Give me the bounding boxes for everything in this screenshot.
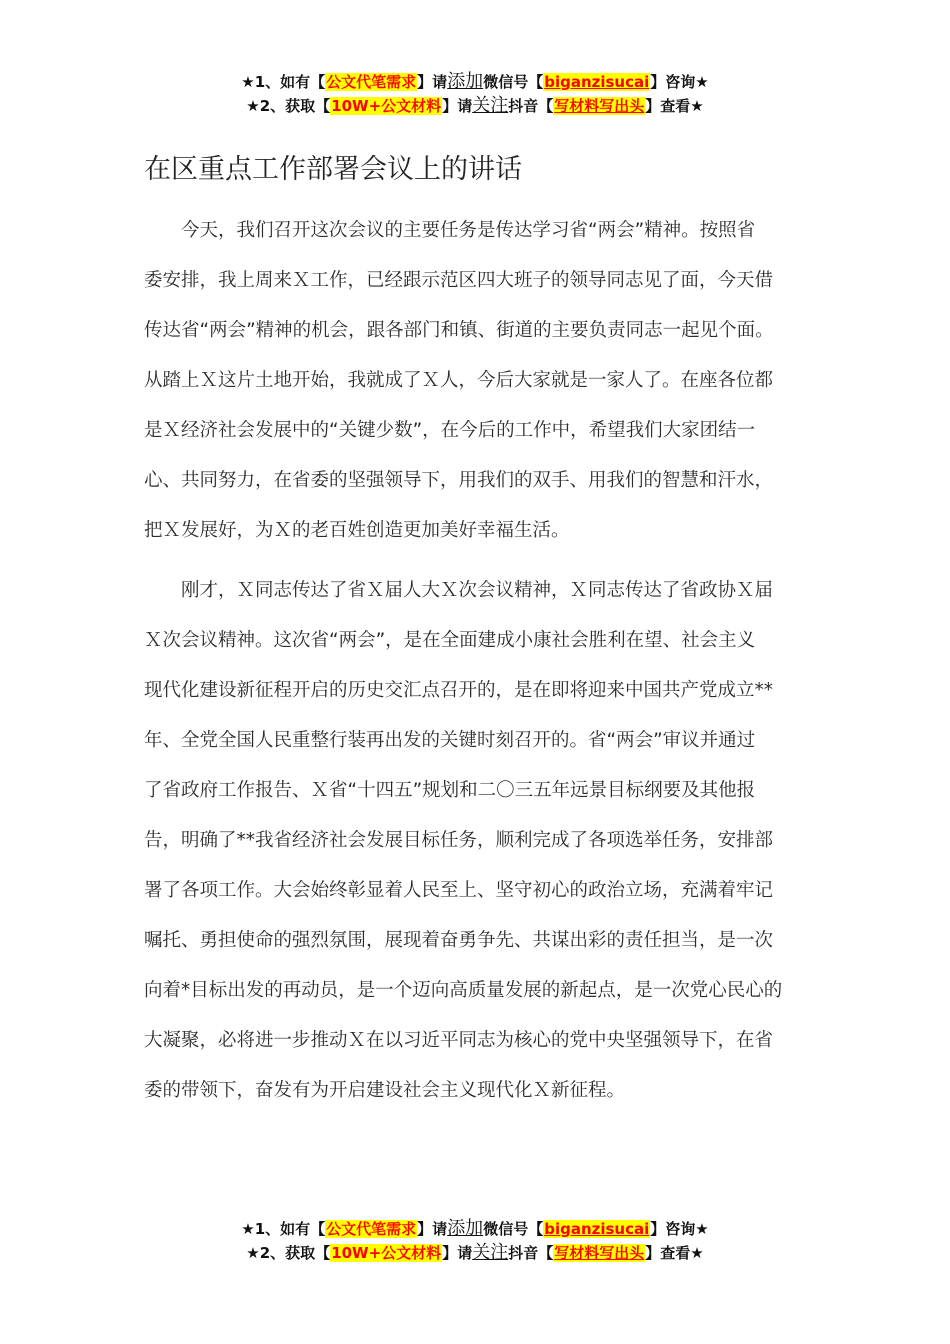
text-line: 年、全党全国人民重整行装再出发的关键时刻召开的。省“两会”审议并通过 — [144, 730, 756, 751]
banner-text: 】请 — [442, 1244, 473, 1262]
text-line: 委安排，我上周来Ｘ工作，已经跟示范区四大班子的领导同志见了面，今天借 — [144, 270, 774, 291]
text-line: 了省政府工作报告、Ｘ省“十四五”规划和二〇三五年远景目标纲要及其他报 — [144, 780, 756, 801]
banner-line-1 — [0, 70, 950, 94]
banner-text: ★1、如有【 — [241, 1220, 326, 1238]
text-line: 告，明确了**我省经济社会发展目标任务，顺利完成了各项选举任务，安排部 — [144, 830, 774, 851]
banner-emphasis: 添加 — [447, 71, 484, 92]
banner-text: ★1、如有【 — [241, 73, 326, 91]
banner-text: 】查看★ — [645, 1244, 704, 1262]
banner-highlight: 公文代笔需求 — [326, 73, 417, 91]
text-line: 嘱托、勇担使命的强烈氛围，展现着奋勇争先、共谋出彩的责任担当，是一次 — [144, 930, 774, 951]
banner-highlight: 公文代笔需求 — [326, 1220, 417, 1238]
banner-line-1 — [0, 1217, 950, 1241]
banner-emphasis: 关注 — [472, 95, 509, 116]
banner-line-2 — [0, 1241, 950, 1265]
banner-douyin-id[interactable]: 写材料写出头 — [554, 1244, 645, 1262]
banner-text: 】咨询★ — [650, 1220, 709, 1238]
text-line: 现代化建设新征程开启的历史交汇点召开的，是在即将迎来中国共产党成立** — [144, 680, 774, 701]
banner-wechat-id[interactable]: biganzisucai — [544, 73, 650, 91]
banner-text: 微信号【 — [483, 73, 544, 91]
text-line: Ｘ次会议精神。这次省“两会”，是在全面建成小康社会胜利在望、社会主义 — [144, 630, 756, 651]
banner-text: 】请 — [417, 73, 448, 91]
banner-text: ★2、获取【 — [246, 97, 331, 115]
text-line: 刚才，Ｘ同志传达了省Ｘ届人大Ｘ次会议精神，Ｘ同志传达了省政协Ｘ届 — [144, 580, 774, 601]
banner-emphasis: 关注 — [472, 1242, 509, 1263]
banner-highlight: 10W+公文材料 — [331, 1244, 442, 1262]
paragraph-1 — [144, 206, 824, 556]
paragraph-2 — [144, 566, 824, 1116]
banner-text: 】查看★ — [645, 97, 704, 115]
top-banner — [0, 70, 950, 118]
text-line: 委的带领下，奋发有为开启建设社会主义现代化Ｘ新征程。 — [144, 1080, 626, 1101]
banner-text: 抖音【 — [508, 1244, 554, 1262]
text-line: 把Ｘ发展好，为Ｘ的老百姓创造更加美好幸福生活。 — [144, 520, 570, 541]
banner-text: ★2、获取【 — [246, 1244, 331, 1262]
text-line: 大凝聚，必将进一步推动Ｘ在以习近平同志为核心的党中央坚强领导下，在省 — [144, 1030, 774, 1051]
text-line: 今天，我们召开这次会议的主要任务是传达学习省“两会”精神。按照省 — [144, 220, 756, 241]
banner-wechat-id[interactable]: biganzisucai — [544, 1220, 650, 1238]
text-line: 署了各项工作。大会始终彰显着人民至上、坚守初心的政治立场，充满着牢记 — [144, 880, 774, 901]
banner-text: 抖音【 — [508, 97, 554, 115]
text-line: 从踏上Ｘ这片土地开始，我就成了Ｘ人，今后大家就是一家人了。在座各位都 — [144, 370, 774, 391]
text-line: 是Ｘ经济社会发展中的“关键少数”，在今后的工作中，希望我们大家团结一 — [144, 420, 756, 441]
banner-text: 】咨询★ — [650, 73, 709, 91]
banner-emphasis: 添加 — [447, 1218, 484, 1239]
banner-highlight: 10W+公文材料 — [331, 97, 442, 115]
banner-line-2 — [0, 94, 950, 118]
text-line: 向着*目标出发的再动员，是一个迈向高质量发展的新起点，是一次党心民心的 — [144, 980, 783, 1001]
document-title: 在区重点工作部署会议上的讲话 — [144, 154, 522, 185]
banner-douyin-id[interactable]: 写材料写出头 — [554, 97, 645, 115]
banner-text: 】请 — [442, 97, 473, 115]
banner-text: 微信号【 — [483, 1220, 544, 1238]
text-line: 心、共同努力，在省委的坚强领导下，用我们的双手、用我们的智慧和汗水， — [144, 470, 774, 491]
text-line: 传达省“两会”精神的机会，跟各部门和镇、街道的主要负责同志一起见个面。 — [144, 320, 774, 341]
banner-text: 】请 — [417, 1220, 448, 1238]
bottom-banner — [0, 1217, 950, 1265]
